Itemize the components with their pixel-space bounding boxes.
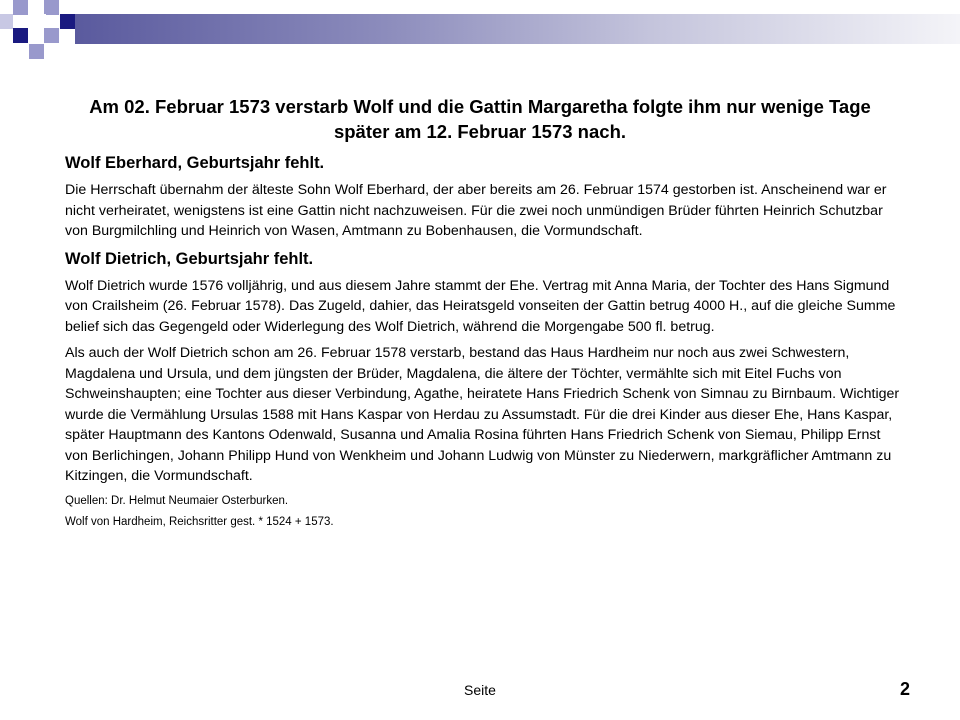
source-line: Quellen: Dr. Helmut Neumaier Osterburken.: [65, 494, 289, 507]
decor-square: [13, 28, 28, 43]
decor-square: [44, 0, 59, 15]
header-gradient-bar: [75, 14, 960, 44]
section-heading: Wolf Dietrich, Geburtsjahr fehlt.: [65, 249, 314, 268]
decorative-squares: [0, 0, 80, 70]
footer-page-number: 2: [899, 679, 910, 699]
section-heading: Wolf Eberhard, Geburtsjahr fehlt.: [65, 154, 325, 172]
source-line: Wolf von Hardheim, Reichsritter gest. * 1524 + 1573.: [65, 515, 334, 528]
decor-square: [60, 14, 75, 29]
footer-page-label: Seite: [464, 682, 496, 698]
decor-square: [13, 0, 28, 15]
decor-square: [29, 44, 44, 59]
decor-square: [0, 14, 13, 29]
decor-square: [44, 28, 59, 43]
sources-block: [65, 493, 900, 530]
section-paragraph: Die Herrschaft übernahm der älteste Sohn Wolf Eberhard, der aber bereits am 26. Februar 1574 gestorben ist. Anscheinend war er nicht verheiratet, wenigstens ist eine Gattin nicht nachzuweisen. Für die zwei noch unmündigen Brüder führten Heinrich Schutzbar von Burgmilchling und Heinrich von Wasen, Amtmann zu Bobenhausen, die Vormundschaft.: [65, 182, 887, 239]
section-paragraph: Als auch der Wolf Dietrich schon am 26. Februar 1578 verstarb, bestand das Haus Hardheim nur noch aus zwei Schwestern, Magdalena und Ursula, und dem jüngsten der Brüder, Magdalena, die ältere der Töchter, vermählte sich mit Eitel Fuchs von Schweinshaupten; eine Tochter aus dieser Verbindung, Agathe, heiratete Hans Friedrich Schenk von Simnau zu Birnbaum. Wichtiger wurde die Vermählung Ursulas 1588 mit Hans Kaspar von Herdau zu Assumstadt. Für die drei Kinder aus dieser Ehe, Hans Kaspar, später Hauptmann des Kantons Odenwald, Susanna und Amalia Rosina führten Hans Friedrich Schenk von Siemau, Philipp Ernst von Berlichingen, Johann Philipp Hund von Wenkheim und Johann Ludwig von Münster zu Niederwern, markgräflicher Amtmann zu Kitzingen, die Vormundschaft.: [65, 345, 900, 484]
section-paragraph: Wolf Dietrich wurde 1576 volljährig, und aus diesem Jahre stammt der Ehe. Vertrag mit Anna Maria, der Tochter des Hans Sigmund von Crailsheim (26. Februar 1578). Das Zugeld, dahier, das Heiratsgeld vonseiten der Gattin betrug 4000 H., auf die gleiche Summe belief sich das Gegengeld oder Widerlegung des Wolf Dietrich, während die Morgengabe 500 fl. betrug.: [65, 277, 896, 335]
slide-body: [65, 152, 900, 535]
slide-title: Am 02. Februar 1573 verstarb Wolf und die Gattin Margaretha folgte ihm nur wenige Tage später am 12. Februar 1573 nach.: [89, 96, 871, 142]
